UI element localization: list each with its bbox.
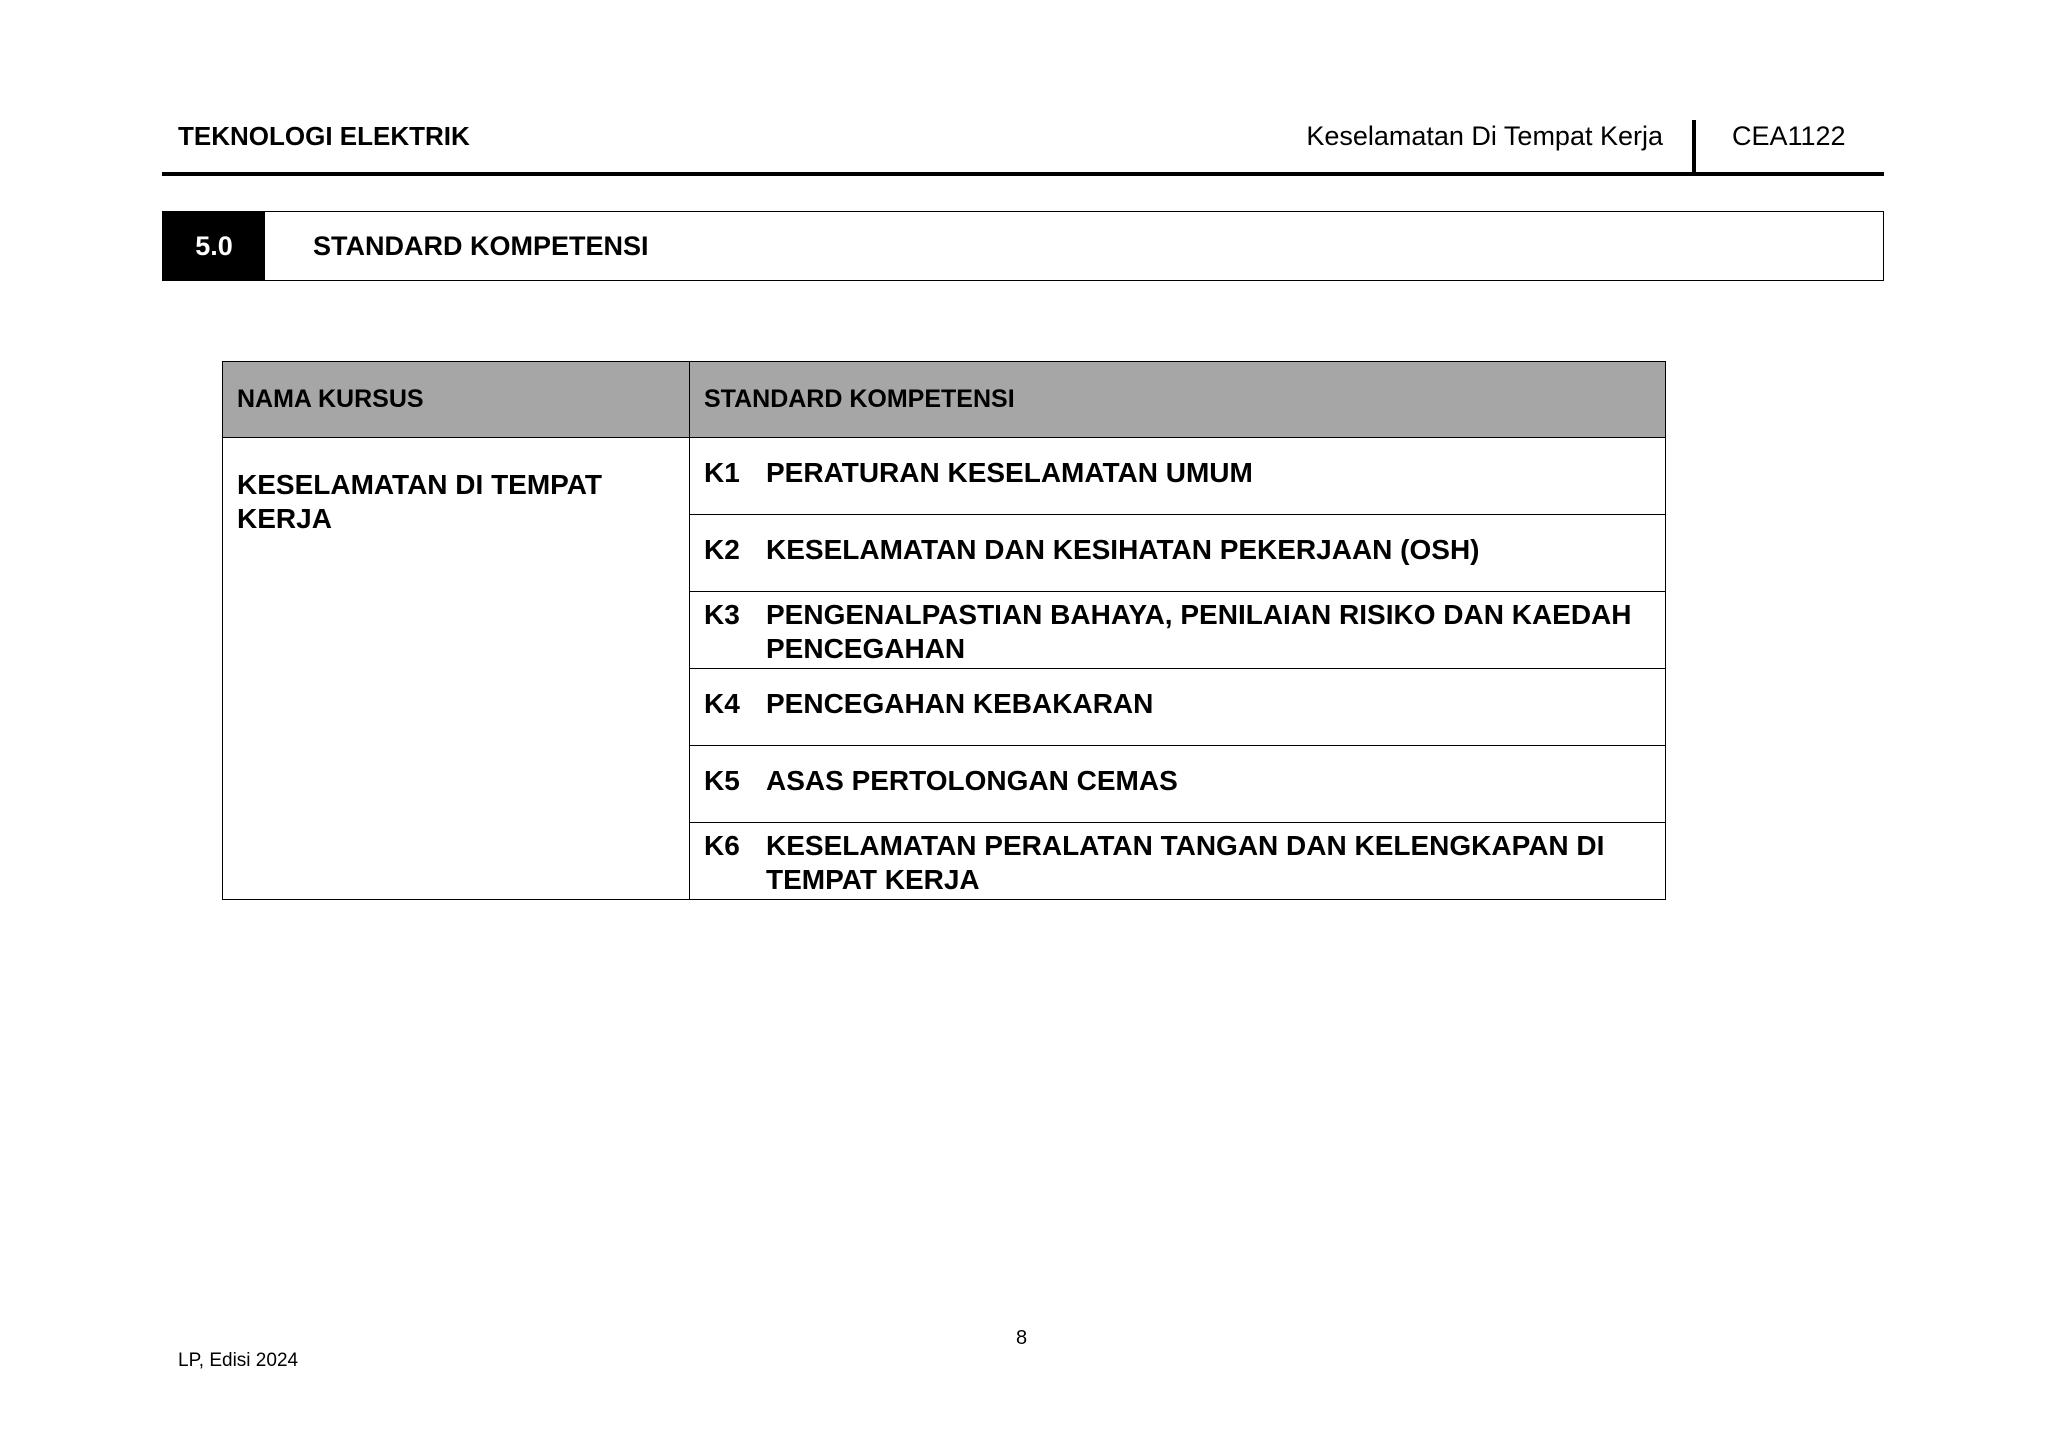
page-number: 8: [1016, 1327, 1028, 1349]
document-subject: TEKNOLOGI ELEKTRIK: [178, 121, 470, 151]
course-name-cell: [223, 438, 690, 900]
section-heading: [162, 211, 1884, 281]
competency-code: K6: [704, 830, 740, 861]
competency-text: PENCEGAHAN KEBAKARAN: [766, 688, 1154, 719]
competency-code: K5: [704, 765, 740, 796]
competency-text: ASAS PERTOLONGAN CEMAS: [766, 765, 1178, 796]
competency-cell: [690, 823, 1666, 900]
module-title: Keselamatan Di Tempat Kerja: [1306, 121, 1663, 151]
column-header-competency: STANDARD KOMPETENSI: [690, 362, 1666, 438]
header-rule: [162, 172, 1884, 176]
competency-table: [222, 361, 1666, 900]
competency-cell: [690, 592, 1666, 669]
column-header-course: NAMA KURSUS: [223, 362, 690, 438]
competency-cell: [690, 515, 1666, 592]
edition-label: LP, Edisi 2024: [178, 1350, 299, 1371]
competency-code: K2: [704, 534, 740, 565]
competency-text: KESELAMATAN PERALATAN TANGAN DAN KELENGKAPAN DI TEMPAT KERJA: [766, 830, 1605, 895]
competency-code: K3: [704, 599, 740, 630]
competency-cell: [690, 438, 1666, 515]
competency-cell: [690, 746, 1666, 823]
section-title: STANDARD KOMPETENSI: [313, 230, 649, 261]
section-number: 5.0: [163, 212, 265, 280]
table-header-row: [223, 362, 1666, 438]
competency-text: PENGENALPASTIAN BAHAYA, PENILAIAN RISIKO DAN KAEDAH PENCEGAHAN: [766, 599, 1632, 664]
competency-code: K1: [704, 457, 740, 488]
competency-text: PERATURAN KESELAMATAN UMUM: [766, 457, 1253, 488]
competency-cell: [690, 669, 1666, 746]
table-row: [223, 438, 1666, 515]
competency-text: KESELAMATAN DAN KESIHATAN PEKERJAAN (OSH): [766, 534, 1480, 565]
competency-code: K4: [704, 688, 740, 719]
header-divider: [1692, 120, 1696, 174]
course-name: KESELAMATAN DI TEMPAT KERJA: [237, 469, 603, 534]
module-code: CEA1122: [1732, 121, 1846, 151]
